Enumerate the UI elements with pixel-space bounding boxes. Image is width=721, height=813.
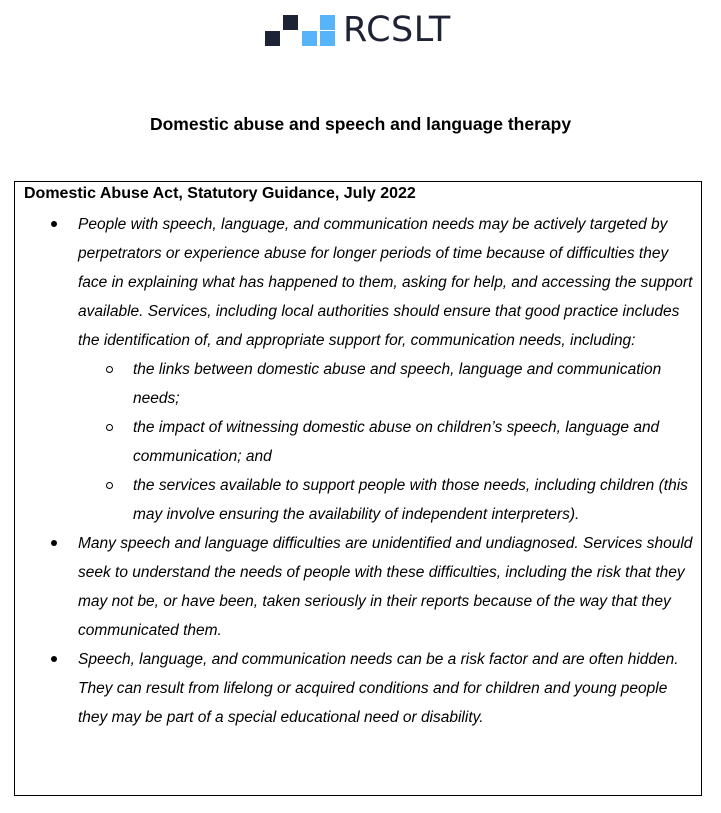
sub-bullet-text: the impact of witnessing domestic abuse on children’s speech, language and communication; and [133, 419, 660, 465]
bullet-icon [51, 656, 57, 662]
logo-mark-icon [265, 13, 335, 47]
bullet-item [15, 210, 701, 529]
logo-square-blue-2 [320, 31, 335, 46]
bullet-icon [51, 221, 57, 227]
hollow-bullet-icon [106, 482, 113, 489]
bullet-text: Many speech and language difficulties are unidentified and undiagnosed. Services should seek to understand the needs of people with these difficulties, including the risk that they may not be, or have been, taken seriously in their reports because of the way that they communicated them. [78, 535, 693, 639]
logo-text: RCSLT [343, 10, 451, 50]
guidance-bullet-list [15, 210, 701, 732]
hollow-bullet-icon [106, 424, 113, 431]
logo-square-blue-3 [320, 15, 335, 30]
logo-square-blue-1 [302, 31, 317, 46]
guidance-box [14, 181, 702, 796]
sub-bullet-text: the links between domestic abuse and speech, language and communication needs; [133, 361, 662, 407]
rcslt-logo [265, 10, 451, 50]
sub-bullet-item [78, 355, 693, 413]
sub-bullet-list [78, 355, 693, 529]
bullet-icon [51, 540, 57, 546]
sub-bullet-text: the services available to support people with those needs, including children (this may involve ensuring the availability of independent interpreters). [133, 477, 688, 523]
document-title: Domestic abuse and speech and language therapy [149, 114, 572, 134]
hollow-bullet-icon [106, 366, 113, 373]
bullet-item [15, 529, 701, 645]
sub-bullet-item [78, 471, 693, 529]
guidance-heading: Domestic Abuse Act, Statutory Guidance, July 2022 [24, 185, 416, 202]
bullet-text: People with speech, language, and communication needs may be actively targeted by perpetrators or experience abuse for longer periods of time because of difficulties they face in explaining what has happened to them, asking for help, and accessing the support available. Services, including local authorities should ensure that good practice includes the identification of, and appropriate support for, communication needs, including: [78, 216, 693, 349]
logo-square-dark-1 [265, 31, 280, 46]
bullet-item [15, 645, 701, 732]
bullet-text: Speech, language, and communication needs can be a risk factor and are often hidden. They can result from lifelong or acquired conditions and for children and young people they may be part of a special educational need or disability. [78, 651, 679, 726]
sub-bullet-item [78, 413, 693, 471]
logo-square-dark-2 [283, 15, 298, 30]
